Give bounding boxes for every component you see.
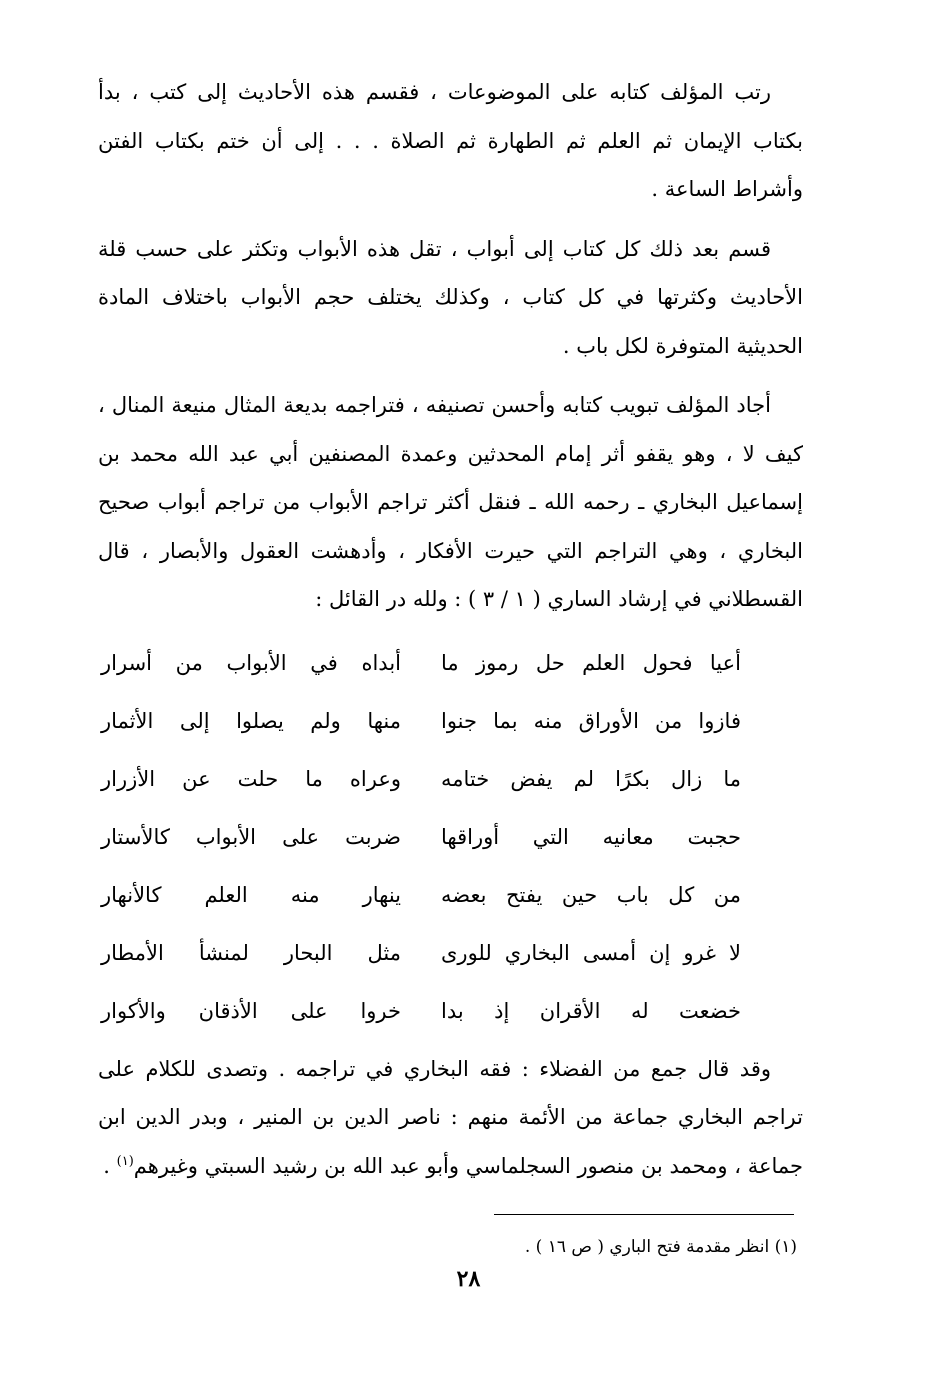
commentators-end: . xyxy=(103,1153,117,1178)
footnote-reference: (١) xyxy=(116,1153,134,1169)
paragraph-commentators xyxy=(98,1045,803,1191)
verse-second-hemistich: وعراه ما حلت عن الأزرار xyxy=(101,767,401,792)
verse xyxy=(98,983,803,1041)
verse-second-hemistich: مثل البحار لمنشأ الأمطار xyxy=(101,941,401,966)
poem xyxy=(98,635,803,1041)
verse-first-hemistich: أعيا فحول العلم حل رموز ما xyxy=(441,651,741,676)
verse-first-hemistich: حجبت معانيه التي أوراقها xyxy=(441,825,741,850)
verse-second-hemistich: منها ولم يصلوا إلى الأثمار xyxy=(101,709,401,734)
verse-second-hemistich: ينهار منه العلم كالأنهار xyxy=(101,883,401,908)
verse-first-hemistich: فازوا من الأوراق منه بما جنوا xyxy=(441,709,741,734)
paragraph-headings: أجاد المؤلف تبويب كتابه وأحسن تصنيفه ، فتراجمه بديعة المثال منيعة المنال ، كيف لا ، وهو يقفو أثر إمام المحدثين وعمدة المصنفين أبي عبد الله محمد بن إسماعيل البخاري ـ رحمه الله ـ فنقل أكثر تراجم الأبواب من تراجم أبواب صحيح البخاري ، وهي التراجم التي حيرت الأفكار ، وأدهشت العقول والأبصار ، قال القسطلاني في إرشاد الساري ( ١ / ٣ ) : ولله در القائل : xyxy=(98,393,803,611)
verse xyxy=(98,751,803,809)
verse xyxy=(98,635,803,693)
footnote: (١) انظر مقدمة فتح الباري ( ص ١٦ ) . xyxy=(524,1237,797,1257)
footnote-separator xyxy=(494,1214,794,1215)
main-text xyxy=(98,68,803,1201)
verse xyxy=(98,693,803,751)
verse-second-hemistich: أبداه في الأبواب من أسرار xyxy=(101,651,401,676)
paragraph-chapters: قسم بعد ذلك كل كتاب إلى أبواب ، تقل هذه الأبواب وتكثر على حسب قلة الأحاديث وكثرتها في كل كتاب ، وكذلك يختلف حجم الأبواب باختلاف المادة الحديثية المتوفرة لكل باب . xyxy=(98,236,803,358)
commentators-text: وقد قال جمع من الفضلاء : فقه البخاري في تراجمه . وتصدى للكلام على تراجم البخاري جماعة من الأئمة منهم : ناصر الدين بن المنير ، وبدر الدين ابن جماعة ، ومحمد بن منصور السجلماسي وأبو عبد الله بن رشيد السبتي وغيرهم xyxy=(98,1056,803,1178)
verse xyxy=(98,925,803,983)
verse-first-hemistich: من كل باب حين يفتح بعضه xyxy=(441,883,741,908)
verse-second-hemistich: ضربت على الأبواب كالأستار xyxy=(101,825,401,850)
verse xyxy=(98,867,803,925)
verse-first-hemistich: لا غرو إن أمسى البخاري للورى xyxy=(441,941,741,966)
verse-first-hemistich: ما زال بكرًا لم يفض ختامه xyxy=(441,767,741,792)
verse-first-hemistich: خضعت له الأقران إذ بدا xyxy=(441,999,741,1024)
page-number: ٢٨ xyxy=(456,1266,481,1292)
paragraph-structure: رتب المؤلف كتابه على الموضوعات ، فقسم هذه الأحاديث إلى كتب ، بدأ بكتاب الإيمان ثم العلم ثم الطهارة ثم الصلاة . . . إلى أن ختم بكتاب الفتن وأشراط الساعة . xyxy=(98,80,803,201)
verse-second-hemistich: خروا على الأذقان والأكوار xyxy=(101,999,401,1024)
verse xyxy=(98,809,803,867)
